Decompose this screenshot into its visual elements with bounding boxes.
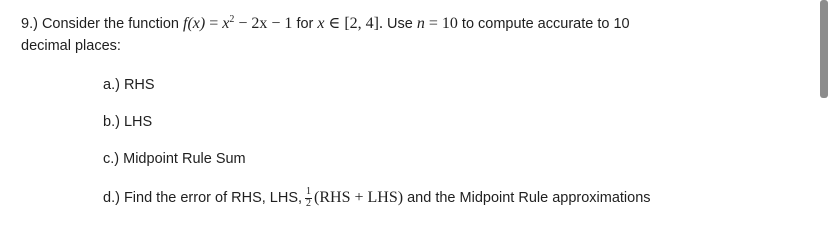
domain-expression <box>317 15 383 32</box>
domain-text: for <box>296 16 314 32</box>
function-base: x <box>222 15 230 32</box>
one-half-fraction <box>305 187 312 209</box>
question-line-1 <box>21 15 630 33</box>
function-lhs: f(x) <box>183 15 206 32</box>
n-equals: = <box>428 15 438 32</box>
item-b: b.) LHS <box>103 114 153 130</box>
use-text: Use <box>387 16 413 32</box>
item-d-prefix: d.) Find the error of RHS, LHS, <box>103 189 303 206</box>
function-definition <box>183 15 292 32</box>
function-equals: = <box>209 15 219 32</box>
question-line-2: decimal places: <box>21 38 121 54</box>
domain-in: ∈ <box>328 15 341 32</box>
function-exponent: 2 <box>229 14 235 25</box>
item-d-expression: (RHS + LHS) <box>314 188 404 206</box>
item-d <box>103 187 651 209</box>
question-number: 9.) <box>21 16 38 32</box>
n-var: n <box>416 15 425 32</box>
fraction-numerator: 1 <box>306 186 312 197</box>
domain-var: x <box>317 15 325 32</box>
item-a: a.) RHS <box>103 77 155 93</box>
fraction-denominator: 2 <box>306 198 312 209</box>
question-tail: to compute accurate to 10 <box>461 16 630 32</box>
question-intro: Consider the function <box>41 16 179 32</box>
item-d-suffix: and the Midpoint Rule approximations <box>407 189 651 206</box>
vertical-scrollbar[interactable] <box>820 0 828 98</box>
n-expression <box>417 15 458 32</box>
domain-interval: [2, 4]. <box>344 15 383 32</box>
function-rest: − 2x − 1 <box>238 15 293 32</box>
n-value: 10 <box>441 15 458 32</box>
item-c: c.) Midpoint Rule Sum <box>103 151 246 167</box>
